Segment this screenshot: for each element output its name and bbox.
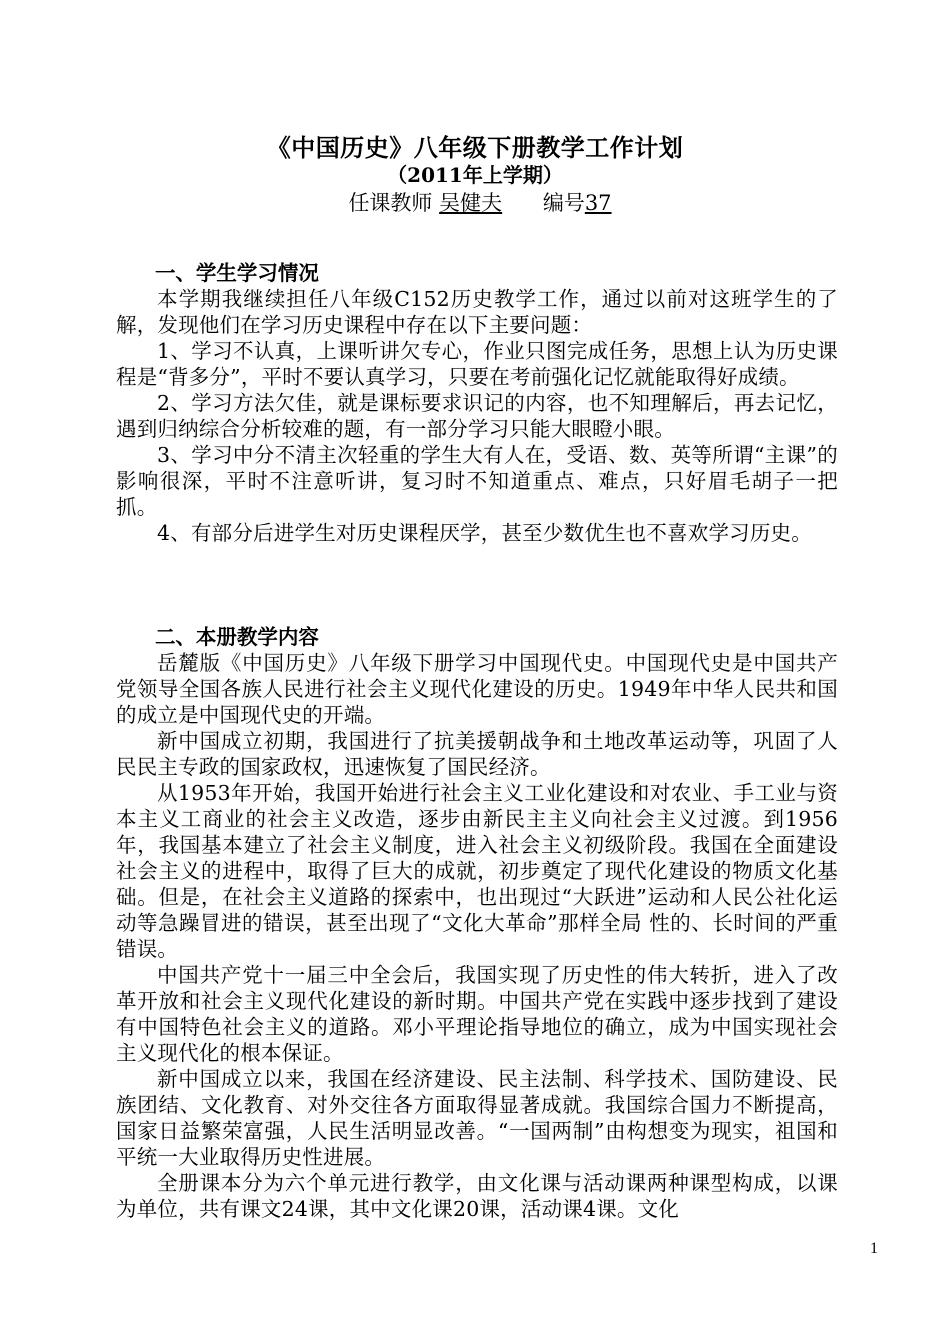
section1-paragraph: 1、学习不认真，上课听讲欠专心，作业只图完成任务，思想上认为历史课程是“背多分”，平时不要认真学习，只要在考前强化记忆就能取得好成绩。 <box>116 339 838 389</box>
number-label: 编号 <box>542 191 585 215</box>
section1-heading: 一、学生学习情况 <box>154 261 319 285</box>
section-teaching-content <box>116 624 838 1222</box>
section2-paragraph: 岳麓版《中国历史》八年级下册学习中国现代史。中国现代史是中国共产党领导全国各族人民进行社会主义现代化建设的历史。1949年中华人民共和国的成立是中国现代史的开端。 <box>116 651 838 727</box>
section1-paragraph: 本学期我继续担任八年级C152历史教学工作，通过以前对这班学生的了解，发现他们在学习历史课程中存在以下主要问题： <box>116 287 838 337</box>
section2-paragraph: 新中国成立以来，我国在经济建设、民主法制、科学技术、国防建设、民族团结、文化教育、对外交往各方面取得显著成就。我国综合国力不断提高，国家日益繁荣富强，人民生活明显改善。“一国两制”由构想变为现实，祖国和平统一大业取得历史性进展。 <box>116 1067 838 1169</box>
teacher-name: 吴健夫 <box>439 191 503 215</box>
section2-paragraph: 新中国成立初期，我国进行了抗美援朝战争和土地改革运动等，巩固了人民民主专政的国家政权，迅速恢复了国民经济。 <box>116 729 838 779</box>
section1-paragraph: 4、有部分后进学生对历史课程厌学，甚至少数优生也不喜欢学习历史。 <box>157 521 812 545</box>
section2-paragraph: 中国共产党十一届三中全会后，我国实现了历史性的伟大转折，进入了改革开放和社会主义现代化建设的新时期。中国共产党在实践中逐步找到了建设有中国特色社会主义的道路。邓小平理论指导地位的确立，成为中国实现社会主义现代化的根本保证。 <box>116 963 838 1065</box>
section-student-situation <box>116 260 838 546</box>
number-value: 37 <box>584 191 612 215</box>
section1-paragraph: 3、学习中分不清主次轻重的学生大有人在，受语、数、英等所谓“主课”的影响很深，平时不注意听讲，复习时不知道重点、难点，只好眉毛胡子一把抓。 <box>116 443 838 519</box>
section1-paragraph: 2、学习方法欠佳，就是课标要求识记的内容，也不知理解后，再去记忆，遇到归纳综合分析较难的题，有一部分学习只能大眼瞪小眼。 <box>116 391 838 441</box>
page-number: 1 <box>870 1240 878 1257</box>
document-title: 《中国历史》八年级下册教学工作计划 <box>266 133 684 162</box>
section2-paragraph: 全册课本分为六个单元进行教学，由文化课与活动课两种课型构成，以课为单位，共有课文24课，其中文化课20课，活动课4课。文化 <box>116 1171 838 1221</box>
teacher-info-line <box>0 188 950 218</box>
document-subtitle: （2011年上学期） <box>387 163 563 187</box>
section2-heading: 二、本册教学内容 <box>154 625 319 649</box>
teacher-label: 任课教师 <box>348 191 433 215</box>
section2-paragraph: 从1953年开始，我国开始进行社会主义工业化建设和对农业、手工业与资本主义工商业的社会主义改造，逐步由新民主主义向社会主义过渡。到1956年，我国基本建立了社会主义制度，进入社会主义初级阶段。我国在全面建设社会主义的进程中，取得了巨大的成就，初步奠定了现代化建设的物质文化基础。但是，在社会主义道路的探索中，也出现过“大跃进”运动和人民公社化运动等急躁冒进的错误，甚至出现了“文化大革命”那样全局 性的、长时间的严重错误。 <box>116 781 838 961</box>
